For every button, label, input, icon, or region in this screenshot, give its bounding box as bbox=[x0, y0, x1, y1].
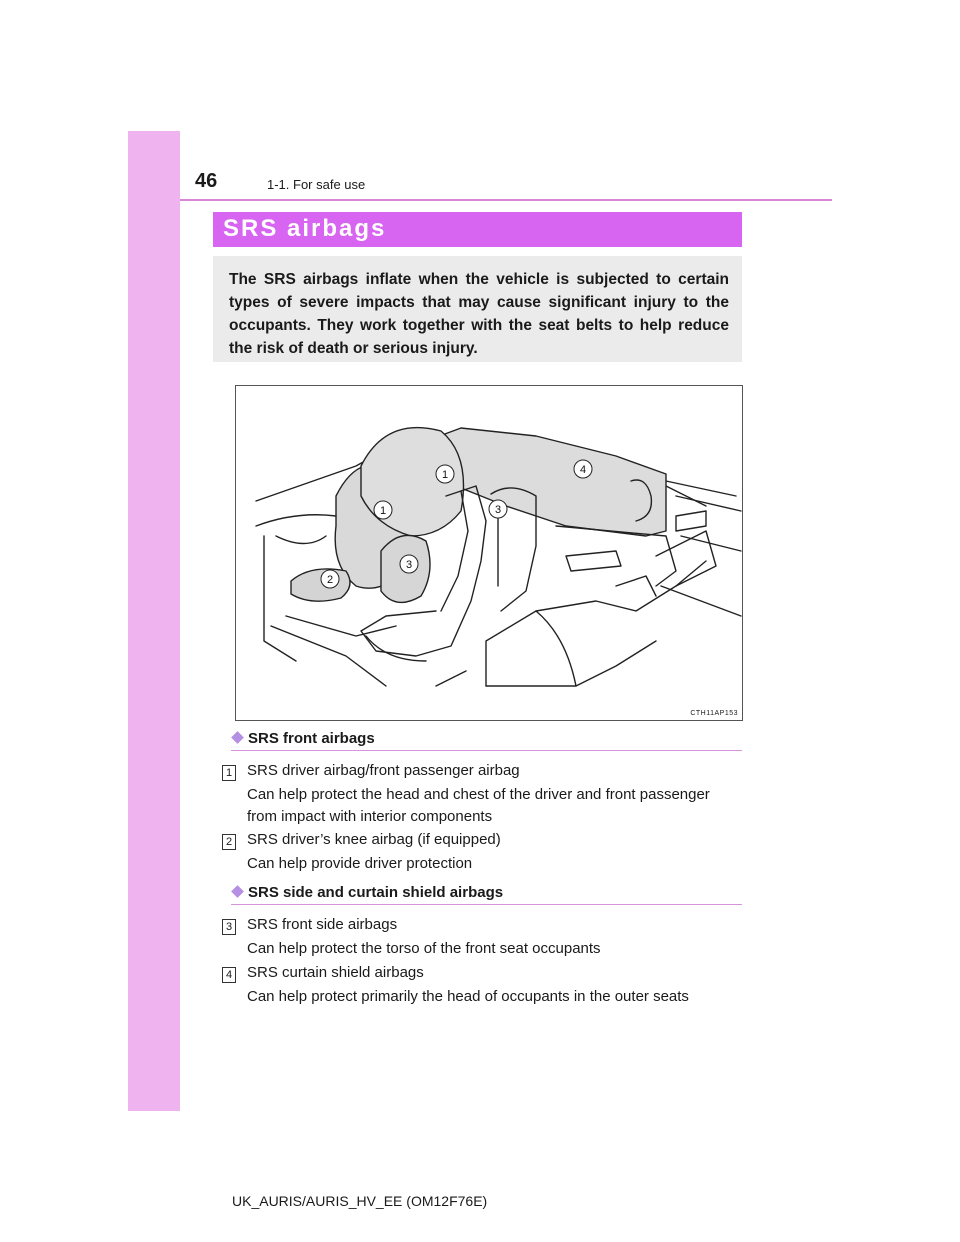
item-title: SRS driver airbag/front passenger airbag bbox=[247, 762, 520, 779]
item-number: 3 bbox=[222, 919, 236, 935]
item-description: Can help protect the torso of the front seat occupants bbox=[247, 940, 601, 957]
car-interior-drawing bbox=[236, 386, 742, 720]
item-number: 2 bbox=[222, 834, 236, 850]
page-title: SRS airbags bbox=[223, 215, 387, 242]
item-title: SRS front side airbags bbox=[247, 916, 398, 933]
callout-1-passenger: 1 bbox=[441, 469, 449, 481]
callout-4-curtain: 4 bbox=[579, 464, 587, 476]
intro-box bbox=[213, 256, 742, 362]
callout-3-front-side: 3 bbox=[405, 559, 413, 571]
item-description: Can help protect primarily the head of occupants in the outer seats bbox=[247, 988, 689, 1005]
header-rule bbox=[180, 199, 832, 201]
footer-doc-id: UK_AURIS/AURIS_HV_EE (OM12F76E) bbox=[232, 1193, 488, 1209]
callout-1-driver: 1 bbox=[379, 505, 387, 517]
item-title: SRS driver’s knee airbag (if equipped) bbox=[247, 831, 501, 848]
chapter-tab-strip bbox=[128, 131, 180, 1111]
list-item bbox=[222, 916, 747, 962]
title-bar bbox=[213, 212, 742, 247]
list-item bbox=[222, 762, 747, 825]
list-item bbox=[222, 964, 747, 1010]
section-label: 1-1. For safe use bbox=[267, 177, 366, 192]
callout-2-knee: 2 bbox=[326, 574, 334, 586]
item-number: 1 bbox=[222, 765, 236, 781]
airbag-illustration bbox=[235, 385, 743, 721]
item-title: SRS curtain shield airbags bbox=[247, 964, 424, 981]
figure-code: CTH11AP153 bbox=[690, 710, 738, 717]
callout-3-passenger-side: 3 bbox=[494, 504, 502, 516]
item-description: Can help provide driver protection bbox=[247, 855, 473, 872]
item-number: 4 bbox=[222, 967, 236, 983]
diamond-bullet-icon bbox=[231, 885, 244, 898]
diamond-bullet-icon bbox=[231, 731, 244, 744]
intro-text: The SRS airbags inflate when the vehicle is subjected to certain types of severe impacts that may cause significant injury to the occupants. They work together with the seat belts to help reduce the risk of death or serious injury. bbox=[229, 271, 729, 357]
list-item bbox=[222, 831, 747, 877]
item-description: Can help protect the head and chest of the driver and front passenger from impact with interior components bbox=[247, 786, 710, 825]
page-number: 46 bbox=[195, 170, 218, 192]
subheading-front-airbags: SRS front airbags bbox=[231, 730, 742, 751]
subheading-side-curtain-airbags: SRS side and curtain shield airbags bbox=[231, 884, 742, 905]
